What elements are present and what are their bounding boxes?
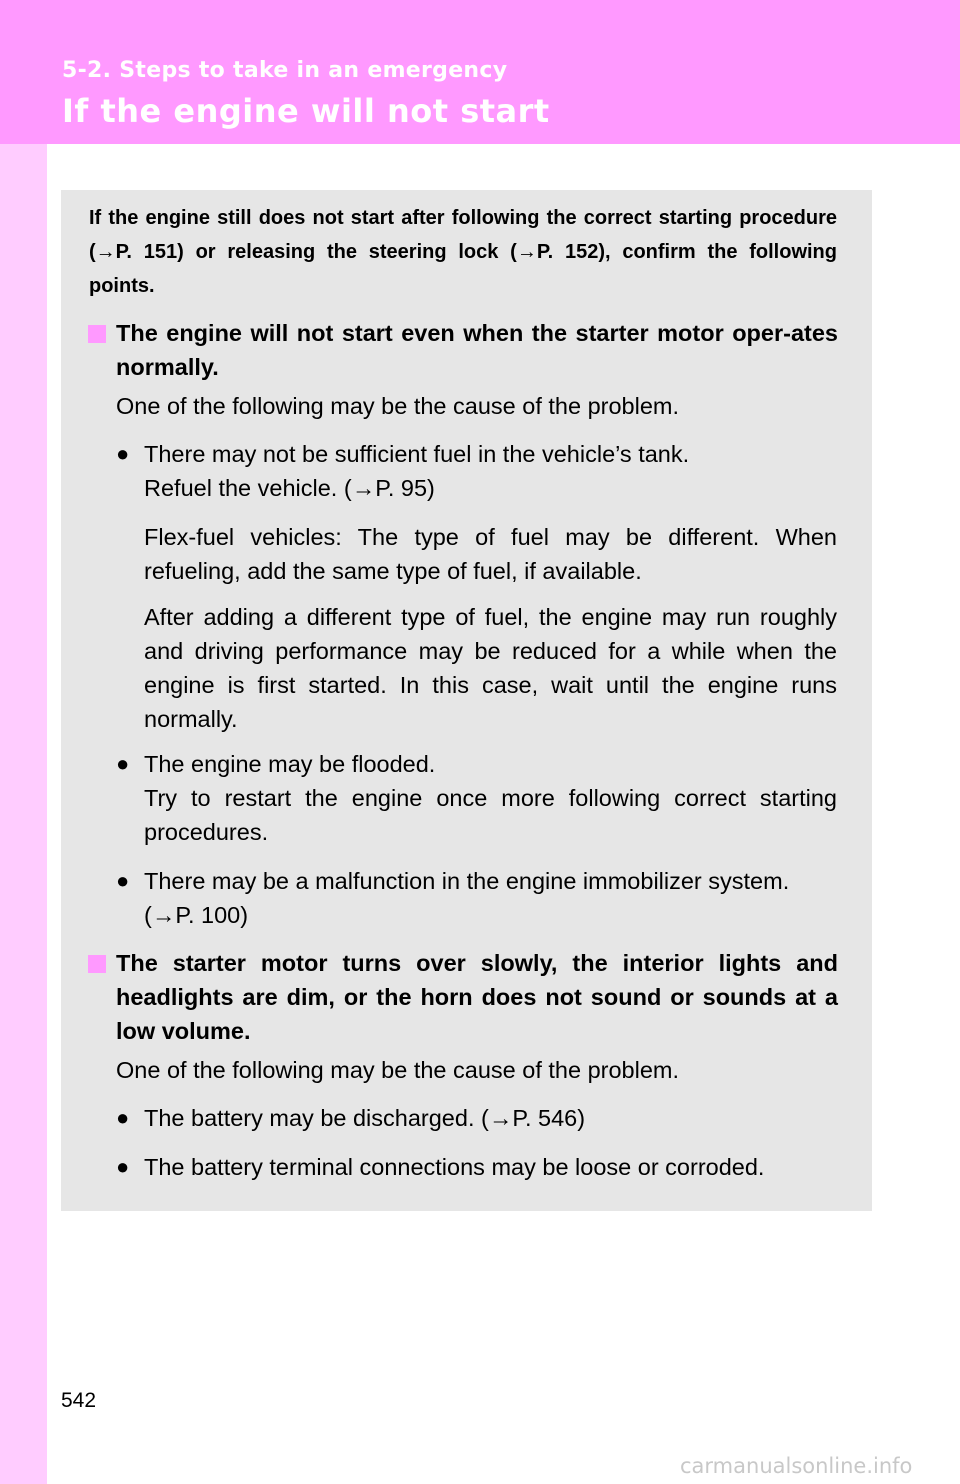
bullet-extra: After adding a different type of fuel, the engine may run roughly and driving performance may be reduced for a while when the engine is first started. In this case, wait until the engine runs normally. bbox=[144, 604, 837, 732]
side-margin-strip bbox=[0, 144, 47, 1484]
watermark: carmanualsonline.info bbox=[680, 1454, 913, 1478]
intro-text-1: If the engine still does not start after following the correct starting procedure ( bbox=[89, 207, 837, 263]
bullet-icon: ● bbox=[116, 751, 130, 776]
bullet-text: The battery may be discharged. (→P. 546) bbox=[144, 1105, 586, 1131]
bullet-detail: Try to restart the engine once more following correct starting procedures. bbox=[144, 785, 837, 845]
intro-text-3: P. 152), confirm the following points. bbox=[89, 241, 837, 297]
bullet-extra: Flex-fuel vehicles: The type of fuel may be different. When refueling, add the same type of fuel, if available. bbox=[144, 524, 837, 584]
section-lead: One of the following may be the cause of the problem. bbox=[116, 393, 680, 419]
section-label: 5-2. Steps to take in an emergency bbox=[62, 58, 508, 83]
section-header-bar bbox=[0, 0, 960, 144]
bullet-icon: ● bbox=[116, 441, 130, 466]
bullet-icon: ● bbox=[116, 1105, 130, 1130]
section-heading: The engine will not start even when the starter motor oper-ates normally. bbox=[116, 320, 838, 380]
arrow-icon: → bbox=[516, 241, 537, 263]
bullet-text: There may be a malfunction in the engine immobilizer system. bbox=[144, 868, 790, 894]
bullet-icon: ● bbox=[116, 868, 130, 893]
bullet-text: The battery terminal connections may be loose or corroded. bbox=[144, 1154, 765, 1180]
bullet-detail: Refuel the vehicle. (→P. 95) bbox=[144, 475, 435, 501]
page-title: If the engine will not start bbox=[62, 92, 550, 130]
bullet-icon: ● bbox=[116, 1154, 130, 1179]
bullet-text: There may not be sufficient fuel in the vehicle’s tank. bbox=[144, 441, 690, 467]
bullet-detail: (→P. 100) bbox=[144, 902, 249, 928]
page-number: 542 bbox=[61, 1389, 97, 1412]
bullet-text: The engine may be flooded. bbox=[144, 751, 436, 777]
square-marker-icon bbox=[88, 325, 106, 343]
arrow-icon: → bbox=[95, 241, 116, 263]
square-marker-icon bbox=[88, 955, 106, 973]
intro-text-2: P. 151) or releasing the steering lock ( bbox=[115, 241, 517, 263]
section-lead: One of the following may be the cause of the problem. bbox=[116, 1057, 680, 1083]
intro-paragraph bbox=[89, 201, 837, 303]
section-heading: The starter motor turns over slowly, the interior lights and headlights are dim, or the horn does not sound or sounds at a low volume. bbox=[116, 950, 838, 1044]
